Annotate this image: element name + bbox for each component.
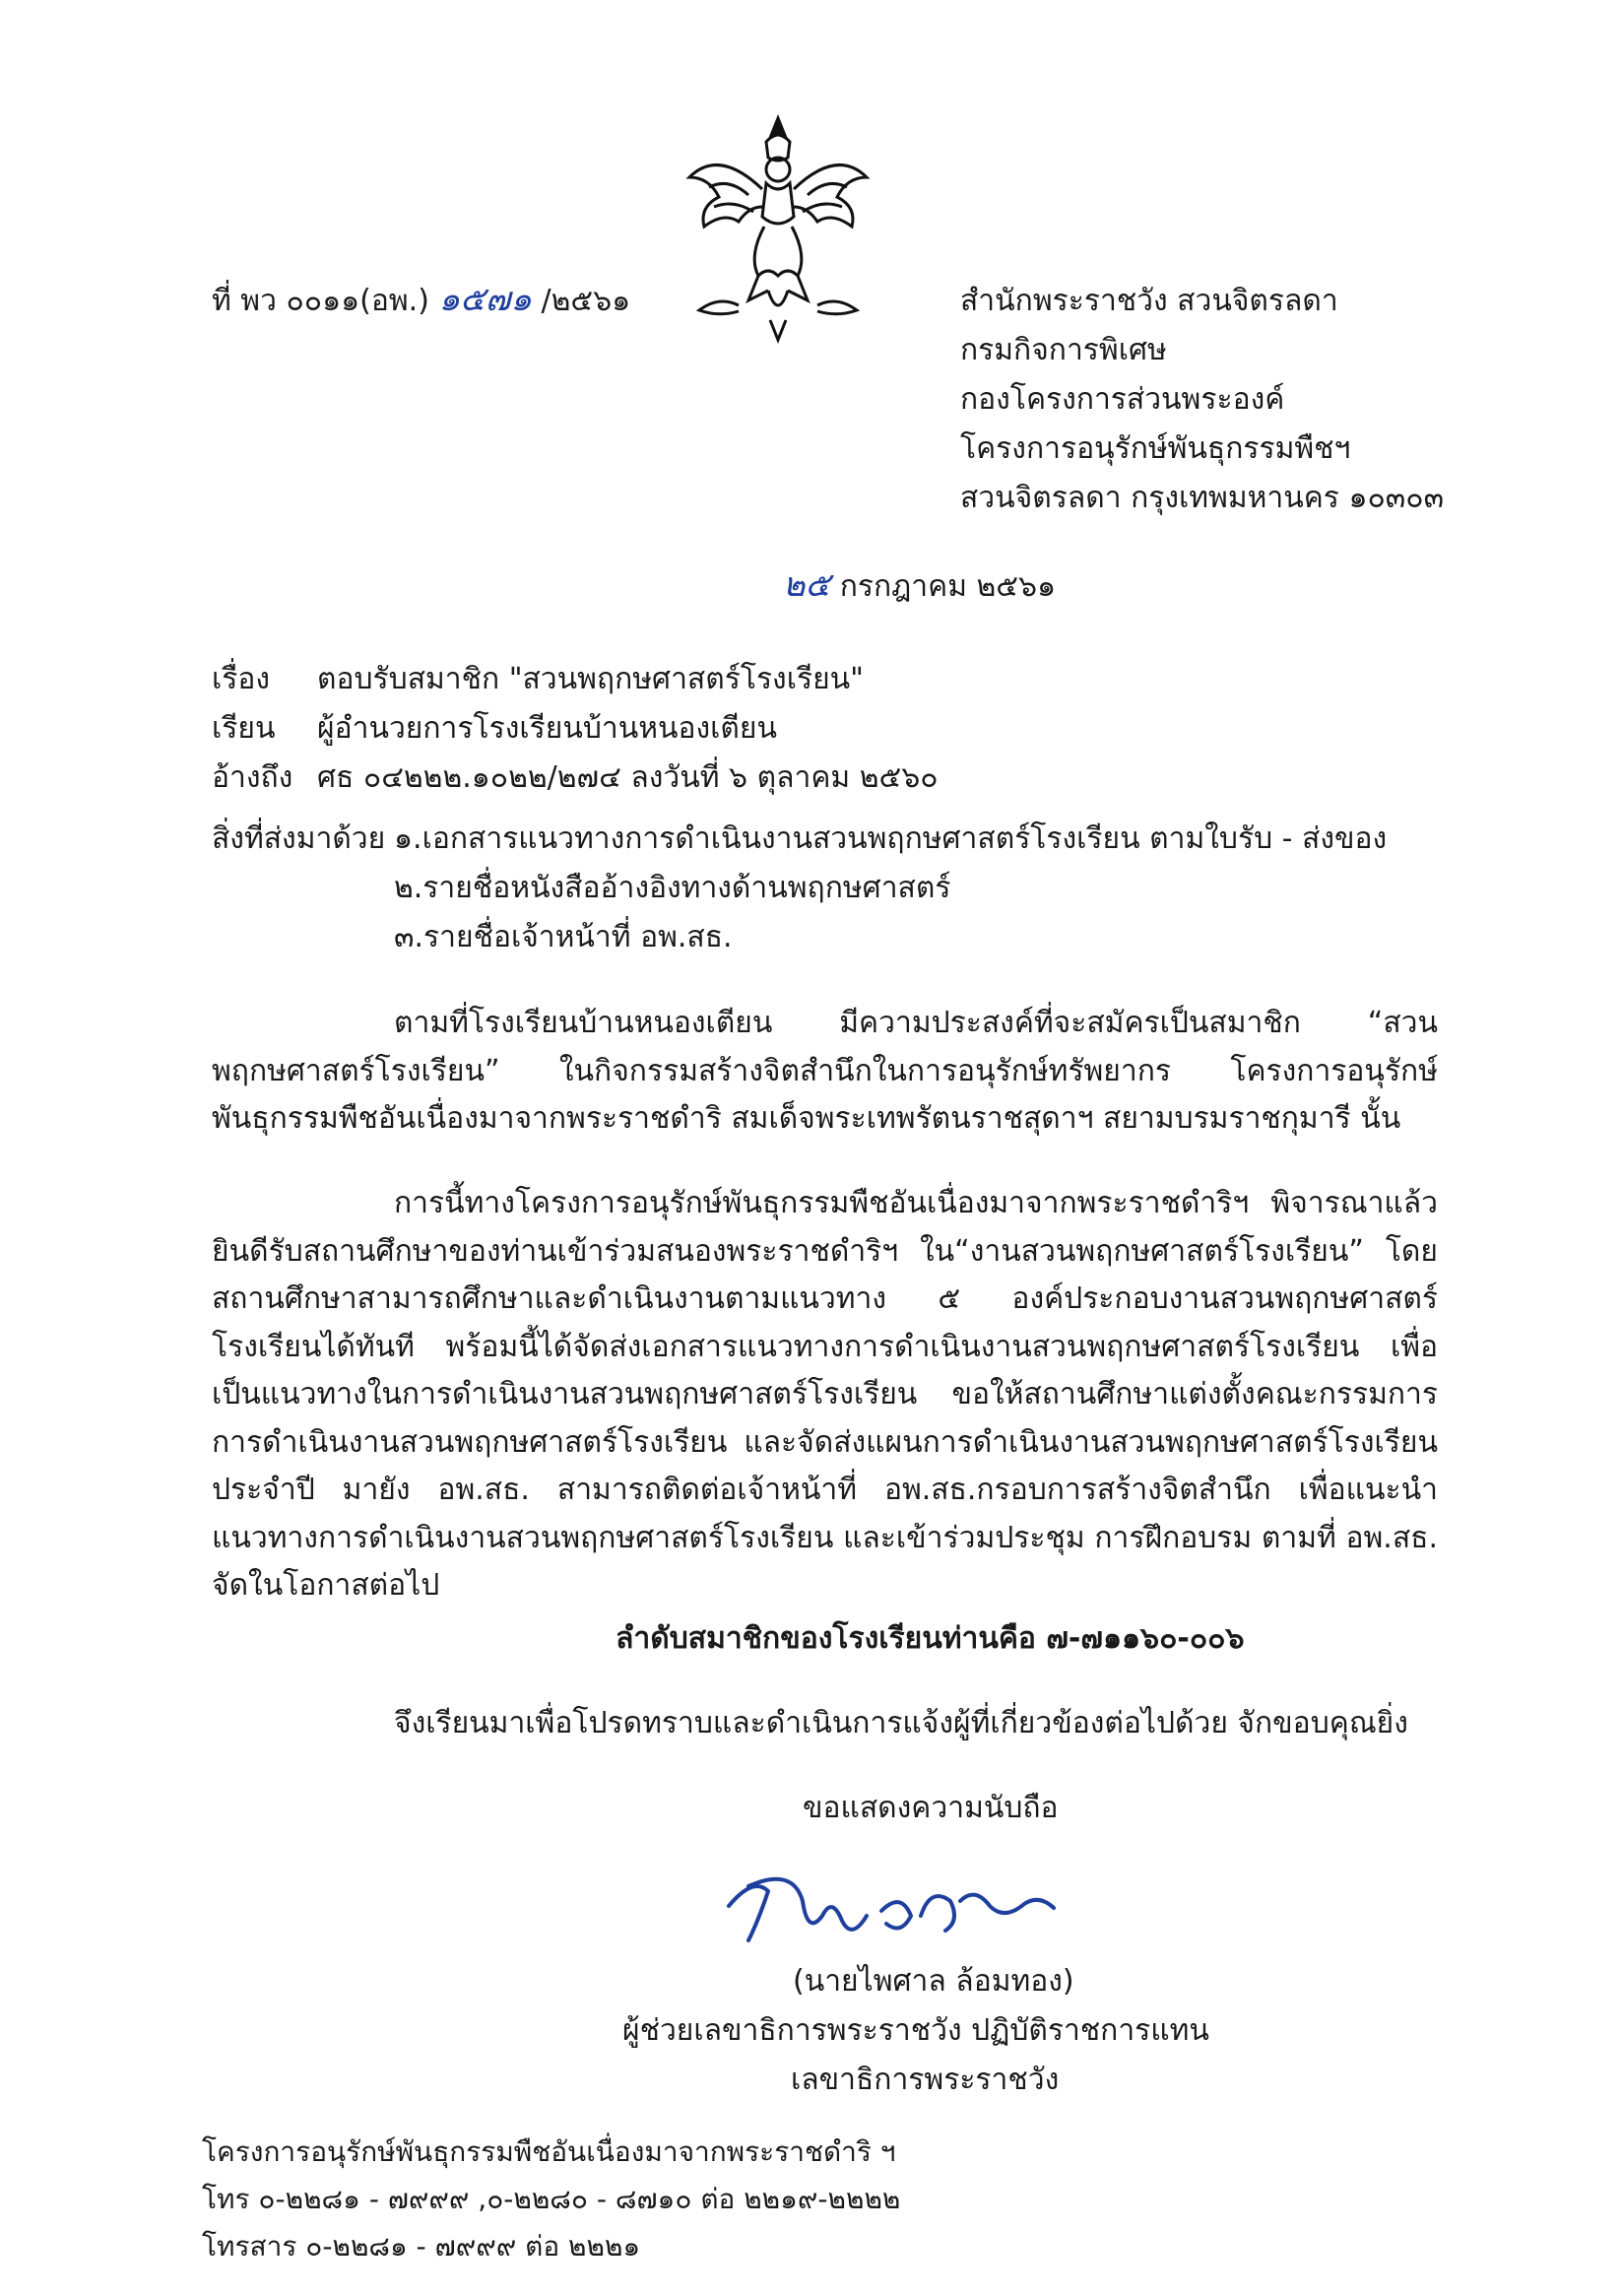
- footer-fax: โทรสาร ๐-๒๒๘๑ - ๗๙๙๙ ต่อ ๒๒๒๑: [202, 2230, 641, 2263]
- body-paragraph-2: [212, 1180, 1438, 1610]
- garuda-emblem-icon: [680, 108, 876, 345]
- letter-date: [783, 563, 1056, 609]
- org-address-line-3: กองโครงการส่วนพระองค์: [960, 382, 1285, 417]
- reference-year: /๒๕๖๑: [541, 284, 631, 318]
- org-address-line-5: สวนจิตรลดา กรุงเทพมหานคร ๑๐๓๐๓: [960, 481, 1445, 515]
- subject-text: ตอบรับสมาชิก "สวนพฤกษศาสตร์โรงเรียน": [317, 662, 864, 696]
- recipient-text: ผู้อำนวยการโรงเรียนบ้านหนองเตียน: [317, 711, 777, 746]
- signatory-position-2: เลขาธิการพระราชวัง: [791, 2063, 1060, 2097]
- footer-phone: โทร ๐-๒๒๘๑ - ๗๙๙๙ ,๐-๒๒๘๐ - ๘๗๑๐ ต่อ ๒๒๑๙-๒๒๒๒: [202, 2183, 901, 2215]
- salutation: ขอแสดงความนับถือ: [803, 1791, 1059, 1825]
- enclosure-item-3: ๓.รายชื่อเจ้าหน้าที่ อพ.สธ.: [394, 920, 733, 954]
- reference-text: ศธ ๐๔๒๒๒.๑๐๒๒/๒๗๔ ลงวันที่ ๖ ตุลาคม ๒๕๖๐: [317, 760, 939, 795]
- closing-request: จึงเรียนมาเพื่อโปรดทราบและดำเนินการแจ้งผู้ที่เกี่ยวข้องต่อไปด้วย จักขอบคุณยิ่ง: [394, 1706, 1408, 1740]
- enclosure-label: สิ่งที่ส่งมาด้วย: [212, 821, 386, 856]
- reference-handwritten-number: ๑๕๗๑: [438, 280, 532, 319]
- org-address-line-4: โครงการอนุรักษ์พันธุกรรมพืชฯ: [960, 431, 1351, 466]
- body-paragraph-2-text: การนี้ทางโครงการอนุรักษ์พันธุกรรมพืชอันเนื่องมาจากพระราชดำริฯ พิจารณาแล้ว ยินดีรับสถานศึกษาของท่านเข้าร่วมสนองพระราชดำริฯ ใน“งานสวนพฤกษศาสตร์โรงเรียน” โดยสถานศึกษาสามารถศึกษาและดำเนินงานตามแนวทาง ๕ องค์ประกอบงานสวนพฤกษศาสตร์โรงเรียนได้ทันที พร้อมนี้ได้จัดส่งเอกสารแนวทางการดำเนินงานสวนพฤกษศาสตร์โรงเรียน เพื่อเป็นแนวทางในการดำเนินงานสวนพฤกษศาสตร์โรงเรียน ขอให้สถานศึกษาแต่งตั้งคณะกรรมการการดำเนินงานสวนพฤกษศาสตร์โรงเรียน และจัดส่งแผนการดำเนินงานสวนพฤกษศาสตร์โรงเรียนประจำปี มายัง อพ.สธ. สามารถติดต่อเจ้าหน้าที่ อพ.สธ.กรอบการสร้างจิตสำนึก เพื่อแนะนำแนวทางการดำเนินงานสวนพฤกษศาสตร์โรงเรียน และเข้าร่วมประชุม การฝึกอบรม ตามที่ อพ.สธ. จัดในโอกาสต่อไป: [212, 1186, 1438, 1603]
- reference-prefix: ที่ พว ๐๐๑๑(อพ.): [212, 284, 429, 318]
- date-month-year: กรกฎาคม ๒๕๖๑: [839, 569, 1057, 604]
- date-day-handwritten: ๒๕: [783, 565, 831, 605]
- org-address-line-2: กรมกิจการพิเศษ: [960, 333, 1167, 367]
- footer-project-name: โครงการอนุรักษ์พันธุกรรมพืชอันเนื่องมาจากพระราชดำริ ฯ: [202, 2135, 896, 2168]
- enclosure-item-1: ๑.เอกสารแนวทางการดำเนินงานสวนพฤกษศาสตร์โรงเรียน ตามใบรับ - ส่งของ: [394, 821, 1388, 856]
- recipient-label: เรียน: [212, 711, 276, 746]
- signatory-position-1: ผู้ช่วยเลขาธิการพระราชวัง ปฏิบัติราชการแทน: [622, 2013, 1209, 2048]
- signature-mark: [709, 1847, 1064, 1955]
- enclosure-item-2: ๒.รายชื่อหนังสืออ้างอิงทางด้านพฤกษศาสตร์: [394, 871, 951, 905]
- signatory-name: (นายไพศาล ล้อมทอง): [793, 1964, 1074, 1999]
- membership-number: ลำดับสมาชิกของโรงเรียนท่านคือ ๗-๗๑๑๖๐-๐๐๖: [616, 1621, 1245, 1656]
- org-address-line-1: สำนักพระราชวัง สวนจิตรลดา: [960, 284, 1338, 318]
- reference-number: [212, 278, 630, 323]
- body-paragraph-1-text: ตามที่โรงเรียนบ้านหนองเตียน มีความประสงค์ที่จะสมัครเป็นสมาชิก “สวนพฤกษศาสตร์โรงเรียน” ในกิจกรรมสร้างจิตสำนึกในการอนุรักษ์ทรัพยากร โครงการอนุรักษ์พันธุกรรมพืชอันเนื่องมาจากพระราชดำริ สมเด็จพระเทพรัตนราชสุดาฯ สยามบรมราชกุมารี นั้น: [212, 1006, 1438, 1136]
- subject-label: เรื่อง: [212, 662, 271, 696]
- body-paragraph-1: [212, 1000, 1438, 1144]
- reference-label: อ้างถึง: [212, 760, 293, 795]
